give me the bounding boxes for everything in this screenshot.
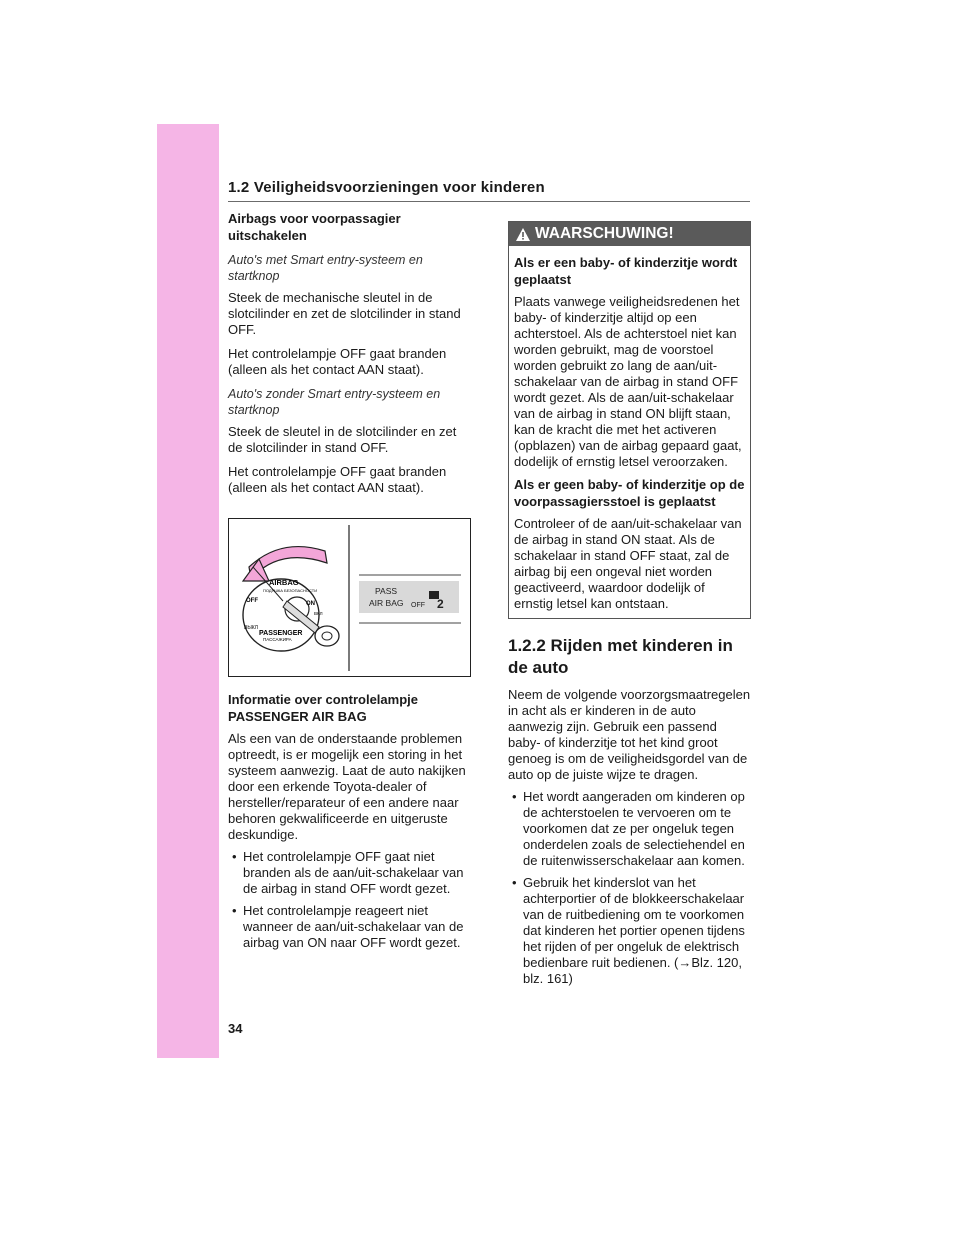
switch-label-vkl: ВКЛ	[314, 611, 323, 616]
subheading-no-smart-entry: Auto's zonder Smart entry-systeem en startknop	[228, 387, 441, 417]
airbag-switch-illustration	[229, 519, 470, 676]
switch-label-airbag: AIRBAG	[269, 578, 299, 587]
paragraph-insert-key: Steek de sleutel in de slotcilinder en zet de slotcilinder in stand OFF.	[228, 424, 457, 455]
paragraph-malfunction: Als een van de onderstaande problemen optreedt, is er mogelijk een storing in het systeem aanwezig. Laat de auto nakijken door een erkende Toyota-dealer of hersteller/reparateur of een andere naar behoren gekwalificeerde en uitgeruste deskundige.	[228, 731, 466, 842]
subheading-smart-entry: Auto's met Smart entry-systeem en startknop	[228, 253, 423, 283]
svg-text:2: 2	[437, 597, 444, 611]
paragraph-precautions: Neem de volgende voorzorgsmaatregelen in acht als er kinderen in de auto aanwezig zijn. Gebruik een passend baby- of kinderzitje tot het kind groot genoeg is om de veiligheidsgordel van de auto op de juiste wijze te dragen.	[508, 687, 751, 782]
warning-title: WAARSCHUWING!	[535, 225, 674, 242]
switch-label-on: ON	[306, 601, 315, 607]
indicator-panel	[359, 581, 459, 613]
list-item: • Gebruik het kinderslot van het achterportier of de blokkeerschakelaar van de ruitbediening om te voorkomen dat kinderen het portier openen tijdens het rijden of per ongeluk de elektrisch bedienbare ruit bedienen. (→Blz. 120, blz. 161)	[512, 875, 745, 986]
paragraph-off-lamp-1: Het controlelampje OFF gaat branden (alleen als het contact AAN staat).	[228, 346, 447, 377]
precautions-list	[508, 789, 751, 987]
warning-paragraph-1: Plaats vanwege veiligheidsredenen het baby- of kinderzitje altijd op een achterstoel. Als de achterstoel niet kan worden gebruikt, mag de voorstoel worden gebruikt zo lang de aan/uit-schakelaar van de airbag in stand OFF wordt gezet. Als de aan/uit-schakelaar van de airbag in stand ON blijft staan, kan de kracht die met het activeren (opblazen) van de airbag gepaard gaat, dodelijk of ernstig letsel veroorzaken.	[514, 294, 742, 469]
switch-label-passenger-ru: ПАССАЖИРА	[263, 637, 292, 642]
list-item: • Het wordt aangeraden om kinderen op de achterstoelen te vervoeren om te voorkomen dat ze per ongeluk tegen onderdelen zoals de selectiehendel en de ruitenwisserschakelaar aan komen.	[512, 789, 745, 868]
warning-triangle-icon	[515, 227, 531, 242]
warning-header	[509, 222, 750, 246]
warning-heading-2: Als er geen baby- of kinderzitje op de voorpassagiersstoel is geplaatst	[514, 477, 745, 509]
malfunction-list	[228, 849, 470, 951]
warning-box	[508, 221, 751, 619]
switch-label-off: OFF	[246, 598, 258, 604]
switch-label-passenger: PASSENGER	[259, 630, 303, 637]
list-item: • Het controlelampje OFF gaat niet branden als de aan/uit-schakelaar van de airbag in stand OFF wordt gezet.	[232, 849, 464, 896]
warning-body	[509, 246, 750, 618]
switch-label-airbag-ru: ПОДУШКА БЕЗОПАСНОСТИ	[263, 588, 318, 593]
warning-heading-1: Als er een baby- of kinderzitje wordt geplaatst	[514, 255, 738, 287]
page-number: 34	[228, 1021, 243, 1036]
indicator-off: OFF	[411, 602, 425, 609]
warning-paragraph-2: Controleer of de aan/uit-schakelaar van de airbag in stand ON staat. Als de schakelaar in stand OFF staat, zal de airbag bij een ongeval niet worden geactiveerd, waardoor dodelijk of ernstig letsel kan ontstaan.	[514, 516, 742, 611]
airbag-switch-figure	[228, 518, 471, 677]
indicator-airbag: AIR BAG	[369, 598, 404, 608]
heading-indicator-info: Informatie over controlelampje PASSENGER AIR BAG	[228, 692, 418, 724]
chapter-side-strip	[157, 124, 219, 1058]
section-header: 1.2 Veiligheidsvoorzieningen voor kinderen	[228, 179, 750, 202]
left-column	[228, 210, 470, 957]
indicator-pass: PASS	[375, 586, 398, 596]
list-item: • Het controlelampje reageert niet wanneer de aan/uit-schakelaar van de airbag van ON naar OFF wordt gezet.	[232, 903, 464, 950]
heading-driving-with-children: 1.2.2 Rijden met kinderen in de auto	[508, 636, 733, 677]
switch-label-vykl: ВЫКЛ	[244, 625, 258, 631]
paragraph-off-lamp-2: Het controlelampje OFF gaat branden (alleen als het contact AAN staat).	[228, 464, 447, 495]
heading-airbag-disable: Airbags voor voorpassagier uitschakelen	[228, 211, 401, 243]
right-column	[508, 221, 751, 993]
paragraph-insert-mech-key: Steek de mechanische sleutel in de slotcilinder en zet de slotcilinder in stand OFF.	[228, 290, 461, 337]
